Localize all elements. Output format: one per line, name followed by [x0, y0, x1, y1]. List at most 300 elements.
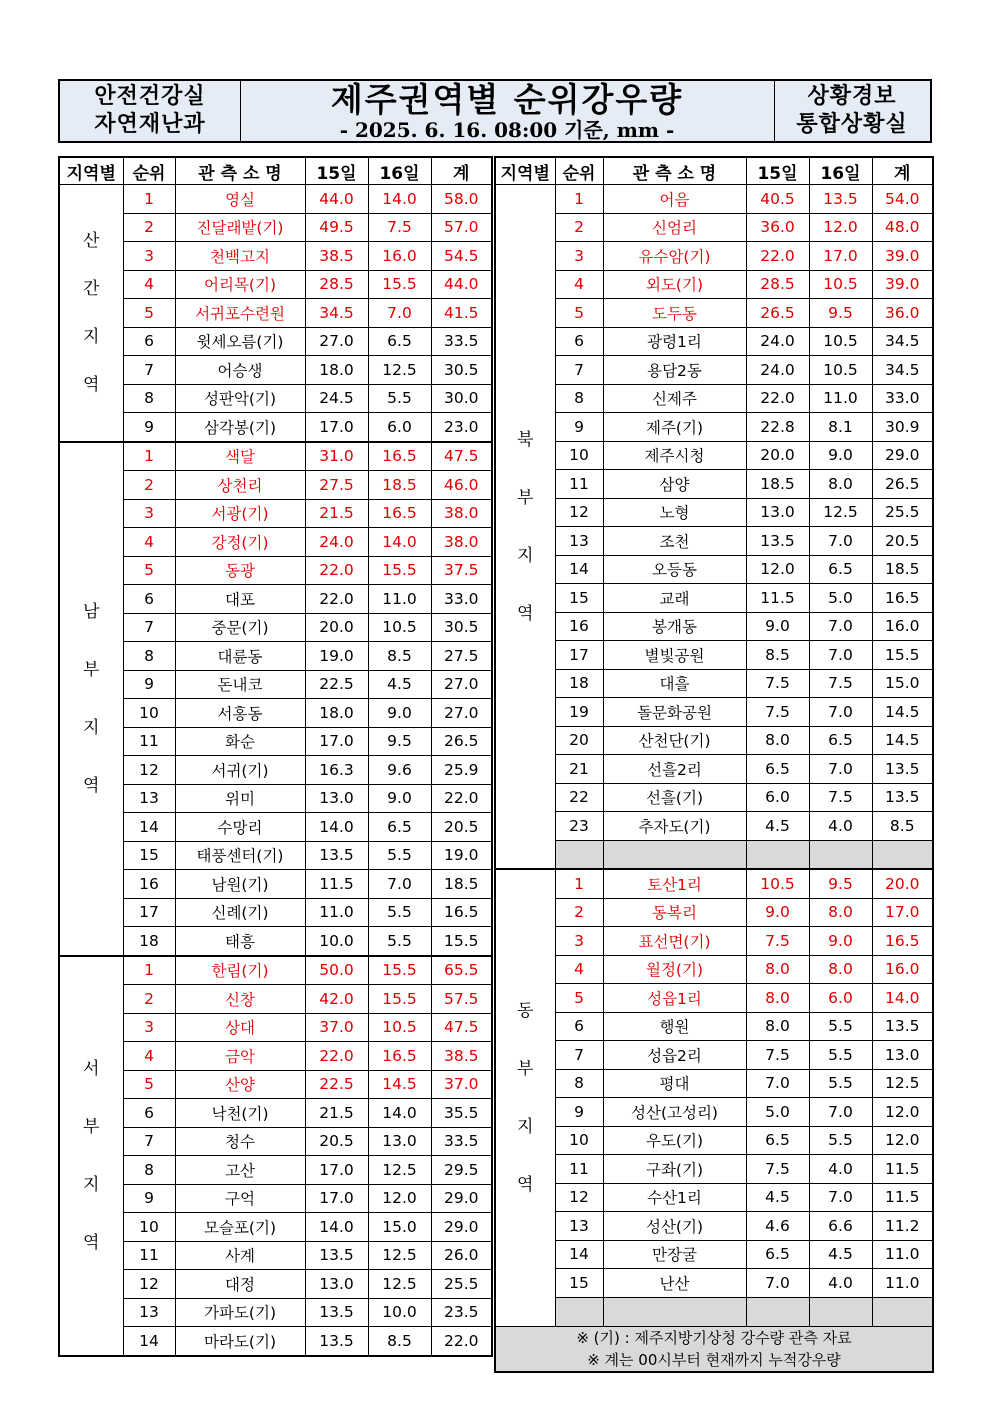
day16-value-cell: 14.5 — [368, 1070, 431, 1099]
station-name-cell: 모슬포(기) — [175, 1213, 305, 1242]
table-row — [59, 927, 492, 956]
total-value-cell: 29.0 — [431, 1213, 492, 1242]
page-subtitle: - 2025. 6. 16. 08:00 기준, mm - — [339, 118, 675, 142]
day16-value-cell: 5.5 — [809, 1126, 872, 1155]
day16-value-cell: 17.0 — [809, 242, 872, 271]
day16-value-cell: 4.5 — [809, 1240, 872, 1269]
day15-value-cell: 27.0 — [305, 327, 368, 356]
day15-value-cell: 19.0 — [305, 642, 368, 671]
col-total: 계 — [872, 157, 933, 185]
day15-value-cell: 17.0 — [305, 1156, 368, 1185]
day15-value-cell: 7.0 — [746, 1269, 809, 1298]
rank-cell: 9 — [123, 1184, 175, 1213]
day15-value-cell: 10.5 — [746, 869, 809, 898]
day15-value-cell: 22.0 — [746, 242, 809, 271]
total-value-cell: 11.0 — [872, 1269, 933, 1298]
station-name-cell: 평대 — [603, 1069, 746, 1098]
day15-value-cell: 11.5 — [746, 584, 809, 613]
table-row — [495, 812, 933, 841]
day15-value-cell: 13.0 — [305, 1270, 368, 1299]
total-value-cell: 48.0 — [872, 213, 933, 242]
day15-value-cell: 14.0 — [305, 813, 368, 842]
office-line1: 상황경보 — [807, 84, 897, 109]
table-row — [495, 783, 933, 812]
total-value-cell: 35.5 — [431, 1099, 492, 1128]
table-row — [59, 585, 492, 614]
rank-cell: 17 — [123, 898, 175, 927]
total-value-cell: 65.5 — [431, 956, 492, 985]
station-name-cell: 삼각봉(기) — [175, 413, 305, 442]
station-name-cell: 산양 — [175, 1070, 305, 1099]
day16-value-cell: 7.0 — [809, 527, 872, 556]
station-name-cell: 어음 — [603, 185, 746, 214]
report-header — [58, 79, 932, 143]
station-name-cell: 돌문화공원 — [603, 698, 746, 727]
station-name-cell: 토산1리 — [603, 869, 746, 898]
station-name-cell: 고산 — [175, 1156, 305, 1185]
rank-cell: 1 — [123, 956, 175, 985]
total-value-cell: 23.0 — [431, 413, 492, 442]
table-row — [59, 442, 492, 471]
col-station: 관 측 소 명 — [175, 157, 305, 185]
day16-value-cell: 7.0 — [809, 1098, 872, 1127]
station-name-cell: 성읍1리 — [603, 984, 746, 1013]
station-name-cell: 동복리 — [603, 898, 746, 927]
day15-value-cell: 8.0 — [746, 984, 809, 1013]
region-text — [81, 583, 101, 815]
right-rainfall-table — [494, 156, 934, 1373]
region-text — [81, 1040, 101, 1272]
table-row — [495, 726, 933, 755]
table-row — [495, 498, 933, 527]
table-header-row — [495, 157, 933, 185]
col-rank: 순위 — [555, 157, 603, 185]
day15-value-cell: 4.5 — [746, 1183, 809, 1212]
day16-value-cell: 16.5 — [368, 442, 431, 471]
table-row — [59, 898, 492, 927]
total-value-cell: 30.5 — [431, 356, 492, 385]
station-name-cell: 동광 — [175, 556, 305, 585]
col-rank: 순위 — [123, 157, 175, 185]
rank-cell: 13 — [555, 527, 603, 556]
day16-value-cell: 6.5 — [809, 555, 872, 584]
day16-value-cell: 15.5 — [368, 985, 431, 1014]
total-value-cell: 11.0 — [872, 1240, 933, 1269]
total-value-cell: 20.0 — [872, 869, 933, 898]
day16-value-cell: 7.0 — [368, 299, 431, 328]
day15-value-cell: 4.6 — [746, 1212, 809, 1241]
day16-value-cell: 5.5 — [368, 927, 431, 956]
region-char: 간 — [83, 278, 100, 299]
station-name-cell: 대포 — [175, 585, 305, 614]
table-row — [59, 327, 492, 356]
region-char: 부 — [83, 659, 100, 680]
station-name-cell: 구좌(기) — [603, 1155, 746, 1184]
table-row — [59, 985, 492, 1014]
table-row — [495, 641, 933, 670]
table-row — [495, 584, 933, 613]
day15-value-cell: 14.0 — [305, 1213, 368, 1242]
table-row — [495, 356, 933, 385]
total-value-cell: 54.5 — [431, 242, 492, 271]
day16-value-cell: 12.5 — [368, 1156, 431, 1185]
rank-cell: 5 — [123, 1070, 175, 1099]
station-name-cell: 월정(기) — [603, 955, 746, 984]
table-row — [495, 327, 933, 356]
day16-value-cell: 12.5 — [368, 356, 431, 385]
day16-value-cell: 5.0 — [809, 584, 872, 613]
rank-cell: 20 — [555, 726, 603, 755]
day15-value-cell: 8.5 — [746, 641, 809, 670]
station-name-cell: 마라도(기) — [175, 1327, 305, 1356]
table-row — [59, 1099, 492, 1128]
rank-cell: 6 — [123, 585, 175, 614]
day16-value-cell: 4.0 — [809, 812, 872, 841]
station-name-cell: 구억 — [175, 1184, 305, 1213]
station-name-cell: 금악 — [175, 1042, 305, 1071]
day16-value-cell: 12.5 — [368, 1270, 431, 1299]
total-value-cell: 34.5 — [872, 327, 933, 356]
day16-value-cell: 5.5 — [368, 841, 431, 870]
day16-value-cell: 9.5 — [368, 727, 431, 756]
station-name-cell: 어승생 — [175, 356, 305, 385]
rank-cell: 2 — [555, 898, 603, 927]
table-row — [495, 270, 933, 299]
day15-value-cell: 7.5 — [746, 698, 809, 727]
day16-value-cell: 13.0 — [368, 1127, 431, 1156]
day16-value-cell: 5.5 — [809, 1069, 872, 1098]
table-row — [495, 1041, 933, 1070]
day16-value-cell: 10.5 — [809, 356, 872, 385]
total-value-cell: 27.0 — [431, 670, 492, 699]
rank-cell: 14 — [555, 555, 603, 584]
station-name-cell: 성판악(기) — [175, 384, 305, 413]
table-row — [495, 384, 933, 413]
rank-cell: 4 — [123, 528, 175, 557]
total-value-cell: 27.5 — [431, 642, 492, 671]
blank-cell — [872, 840, 933, 869]
total-value-cell: 16.5 — [872, 927, 933, 956]
total-value-cell: 29.0 — [431, 1184, 492, 1213]
station-name-cell: 행원 — [603, 1012, 746, 1041]
total-value-cell: 29.5 — [431, 1156, 492, 1185]
total-value-cell: 33.5 — [431, 1127, 492, 1156]
station-name-cell: 서광(기) — [175, 499, 305, 528]
day16-value-cell: 9.6 — [368, 756, 431, 785]
day16-value-cell: 8.1 — [809, 413, 872, 442]
total-value-cell: 11.2 — [872, 1212, 933, 1241]
table-row — [59, 699, 492, 728]
region-text — [515, 411, 535, 643]
day16-value-cell: 11.0 — [368, 585, 431, 614]
total-value-cell: 18.5 — [872, 555, 933, 584]
table-row — [59, 956, 492, 985]
rank-cell: 3 — [555, 242, 603, 271]
table-row — [59, 727, 492, 756]
station-name-cell: 성산(기) — [603, 1212, 746, 1241]
station-name-cell: 교래 — [603, 584, 746, 613]
day15-value-cell: 6.0 — [746, 783, 809, 812]
day16-value-cell: 5.5 — [368, 898, 431, 927]
day15-value-cell: 24.0 — [746, 327, 809, 356]
station-name-cell: 태풍센터(기) — [175, 841, 305, 870]
page-title: 제주권역별 순위강우량 — [330, 80, 684, 119]
rank-cell: 8 — [123, 384, 175, 413]
rank-cell: 7 — [123, 1127, 175, 1156]
total-value-cell: 29.0 — [872, 441, 933, 470]
day16-value-cell: 5.5 — [809, 1041, 872, 1070]
day15-value-cell: 12.0 — [746, 555, 809, 584]
rank-cell: 6 — [123, 327, 175, 356]
station-name-cell: 외도(기) — [603, 270, 746, 299]
station-name-cell: 한림(기) — [175, 956, 305, 985]
region-char: 동 — [517, 1000, 534, 1021]
table-row — [495, 1183, 933, 1212]
rank-cell: 1 — [555, 185, 603, 214]
station-name-cell: 조천 — [603, 527, 746, 556]
station-name-cell: 남원(기) — [175, 870, 305, 899]
station-name-cell: 산천단(기) — [603, 726, 746, 755]
day16-value-cell: 12.5 — [368, 1241, 431, 1270]
station-name-cell: 서귀포수련원 — [175, 299, 305, 328]
total-value-cell: 15.5 — [872, 641, 933, 670]
station-name-cell: 유수암(기) — [603, 242, 746, 271]
table-row — [495, 470, 933, 499]
department-line1: 안전건강실 — [94, 84, 206, 109]
rank-cell: 1 — [123, 442, 175, 471]
rank-cell: 13 — [123, 1298, 175, 1327]
station-name-cell: 도두동 — [603, 299, 746, 328]
col-region: 지역별 — [495, 157, 555, 185]
left-rainfall-table — [58, 156, 493, 1357]
total-value-cell: 47.5 — [431, 442, 492, 471]
day15-value-cell: 42.0 — [305, 985, 368, 1014]
day16-value-cell: 9.0 — [368, 699, 431, 728]
day15-value-cell: 7.5 — [746, 927, 809, 956]
day16-value-cell: 7.5 — [368, 213, 431, 242]
rank-cell: 15 — [555, 1269, 603, 1298]
rank-cell: 6 — [555, 327, 603, 356]
day16-value-cell: 10.5 — [809, 270, 872, 299]
col-total: 계 — [431, 157, 492, 185]
table-row — [495, 898, 933, 927]
rank-cell: 23 — [555, 812, 603, 841]
total-value-cell: 33.0 — [872, 384, 933, 413]
station-name-cell: 수망리 — [175, 813, 305, 842]
day15-value-cell: 36.0 — [746, 213, 809, 242]
table-row — [495, 955, 933, 984]
station-name-cell: 어리목(기) — [175, 270, 305, 299]
day15-value-cell: 6.5 — [746, 755, 809, 784]
rank-cell: 9 — [555, 413, 603, 442]
rank-cell: 5 — [123, 299, 175, 328]
day16-value-cell: 8.0 — [809, 955, 872, 984]
rank-cell: 9 — [123, 670, 175, 699]
day15-value-cell: 4.5 — [746, 812, 809, 841]
total-value-cell: 12.0 — [872, 1098, 933, 1127]
table-row — [59, 870, 492, 899]
day16-value-cell: 6.0 — [368, 413, 431, 442]
rank-cell: 3 — [123, 499, 175, 528]
table-row — [59, 242, 492, 271]
total-value-cell: 23.5 — [431, 1298, 492, 1327]
total-value-cell: 13.5 — [872, 755, 933, 784]
station-name-cell: 대흘 — [603, 669, 746, 698]
day15-value-cell: 13.0 — [746, 498, 809, 527]
day15-value-cell: 22.0 — [305, 585, 368, 614]
day15-value-cell: 24.0 — [746, 356, 809, 385]
department-box — [60, 81, 241, 141]
region-label-west — [59, 956, 123, 1356]
total-value-cell: 13.5 — [872, 1012, 933, 1041]
day15-value-cell: 49.5 — [305, 213, 368, 242]
day15-value-cell: 13.5 — [305, 1327, 368, 1356]
total-value-cell: 14.5 — [872, 698, 933, 727]
table-row — [59, 528, 492, 557]
table-row — [495, 927, 933, 956]
rank-cell: 4 — [123, 270, 175, 299]
col-day16: 16일 — [809, 157, 872, 185]
rank-cell: 2 — [123, 471, 175, 500]
day15-value-cell: 13.5 — [746, 527, 809, 556]
table-header-row — [59, 157, 492, 185]
region-char: 지 — [83, 326, 100, 347]
rank-cell: 16 — [123, 870, 175, 899]
total-value-cell: 16.5 — [431, 898, 492, 927]
table-row — [495, 441, 933, 470]
day16-value-cell: 9.5 — [809, 869, 872, 898]
station-name-cell: 신제주 — [603, 384, 746, 413]
office-box — [774, 81, 930, 141]
table-row — [495, 413, 933, 442]
day16-value-cell: 7.0 — [809, 698, 872, 727]
rank-cell: 10 — [555, 1126, 603, 1155]
table-row — [495, 1069, 933, 1098]
total-value-cell: 20.5 — [872, 527, 933, 556]
rank-cell: 14 — [555, 1240, 603, 1269]
blank-row — [495, 1297, 933, 1326]
station-name-cell: 제주시청 — [603, 441, 746, 470]
table-row — [59, 1156, 492, 1185]
day16-value-cell: 14.0 — [368, 185, 431, 214]
total-value-cell: 57.5 — [431, 985, 492, 1014]
table-row — [59, 499, 492, 528]
day15-value-cell: 7.0 — [746, 1069, 809, 1098]
station-name-cell: 청수 — [175, 1127, 305, 1156]
rank-cell: 8 — [123, 1156, 175, 1185]
rank-cell: 7 — [123, 613, 175, 642]
day15-value-cell: 10.0 — [305, 927, 368, 956]
rank-cell: 22 — [555, 783, 603, 812]
day15-value-cell: 11.0 — [305, 898, 368, 927]
total-value-cell: 15.0 — [872, 669, 933, 698]
rank-cell: 5 — [555, 984, 603, 1013]
blank-cell — [555, 840, 603, 869]
station-name-cell: 강정(기) — [175, 528, 305, 557]
day16-value-cell: 15.5 — [368, 556, 431, 585]
station-name-cell: 삼양 — [603, 470, 746, 499]
station-name-cell: 서귀(기) — [175, 756, 305, 785]
total-value-cell: 20.5 — [431, 813, 492, 842]
rank-cell: 15 — [555, 584, 603, 613]
day16-value-cell: 16.5 — [368, 1042, 431, 1071]
day15-value-cell: 24.0 — [305, 528, 368, 557]
total-value-cell: 39.0 — [872, 242, 933, 271]
station-name-cell: 성산(고성리) — [603, 1098, 746, 1127]
table-row — [495, 755, 933, 784]
region-char: 역 — [83, 1232, 100, 1253]
total-value-cell: 12.0 — [872, 1126, 933, 1155]
day15-value-cell: 17.0 — [305, 413, 368, 442]
table-row — [495, 984, 933, 1013]
rank-cell: 5 — [555, 299, 603, 328]
day15-value-cell: 24.5 — [305, 384, 368, 413]
day15-value-cell: 28.5 — [746, 270, 809, 299]
table-row — [59, 1327, 492, 1356]
total-value-cell: 27.0 — [431, 699, 492, 728]
rank-cell: 11 — [123, 727, 175, 756]
rank-cell: 7 — [555, 1041, 603, 1070]
day15-value-cell: 8.0 — [746, 1012, 809, 1041]
region-char: 역 — [517, 603, 534, 624]
region-char: 산 — [83, 230, 100, 251]
day16-value-cell: 7.0 — [809, 1183, 872, 1212]
table-row — [495, 1012, 933, 1041]
table-row — [59, 185, 492, 214]
table-row — [59, 356, 492, 385]
total-value-cell: 36.0 — [872, 299, 933, 328]
station-name-cell: 신례(기) — [175, 898, 305, 927]
day16-value-cell: 12.0 — [809, 213, 872, 242]
station-name-cell: 추자도(기) — [603, 812, 746, 841]
station-name-cell: 난산 — [603, 1269, 746, 1298]
day16-value-cell: 4.0 — [809, 1269, 872, 1298]
rank-cell: 7 — [555, 356, 603, 385]
total-value-cell: 13.0 — [872, 1041, 933, 1070]
region-text — [515, 982, 535, 1214]
total-value-cell: 39.0 — [872, 270, 933, 299]
rank-cell: 11 — [555, 1155, 603, 1184]
office-line2: 통합상황실 — [796, 112, 908, 137]
day15-value-cell: 22.5 — [305, 1070, 368, 1099]
title-box — [240, 81, 775, 141]
station-name-cell: 화순 — [175, 727, 305, 756]
rank-cell: 4 — [555, 955, 603, 984]
day15-value-cell: 13.5 — [305, 1298, 368, 1327]
total-value-cell: 46.0 — [431, 471, 492, 500]
table-row — [495, 1098, 933, 1127]
day16-value-cell: 18.5 — [368, 471, 431, 500]
table-row — [495, 242, 933, 271]
blank-cell — [809, 1297, 872, 1326]
table-row — [59, 299, 492, 328]
day15-value-cell: 5.0 — [746, 1098, 809, 1127]
table-row — [59, 270, 492, 299]
table-row — [59, 384, 492, 413]
notes-cell — [495, 1326, 933, 1372]
region-label-mountain — [59, 185, 123, 442]
rank-cell: 12 — [123, 756, 175, 785]
total-value-cell: 30.5 — [431, 613, 492, 642]
blank-cell — [872, 1297, 933, 1326]
station-name-cell: 중문(기) — [175, 613, 305, 642]
col-station: 관 측 소 명 — [603, 157, 746, 185]
region-char: 부 — [83, 1116, 100, 1137]
day15-value-cell: 6.5 — [746, 1240, 809, 1269]
table-row — [59, 413, 492, 442]
rank-cell: 3 — [123, 1013, 175, 1042]
day16-value-cell: 15.5 — [368, 956, 431, 985]
